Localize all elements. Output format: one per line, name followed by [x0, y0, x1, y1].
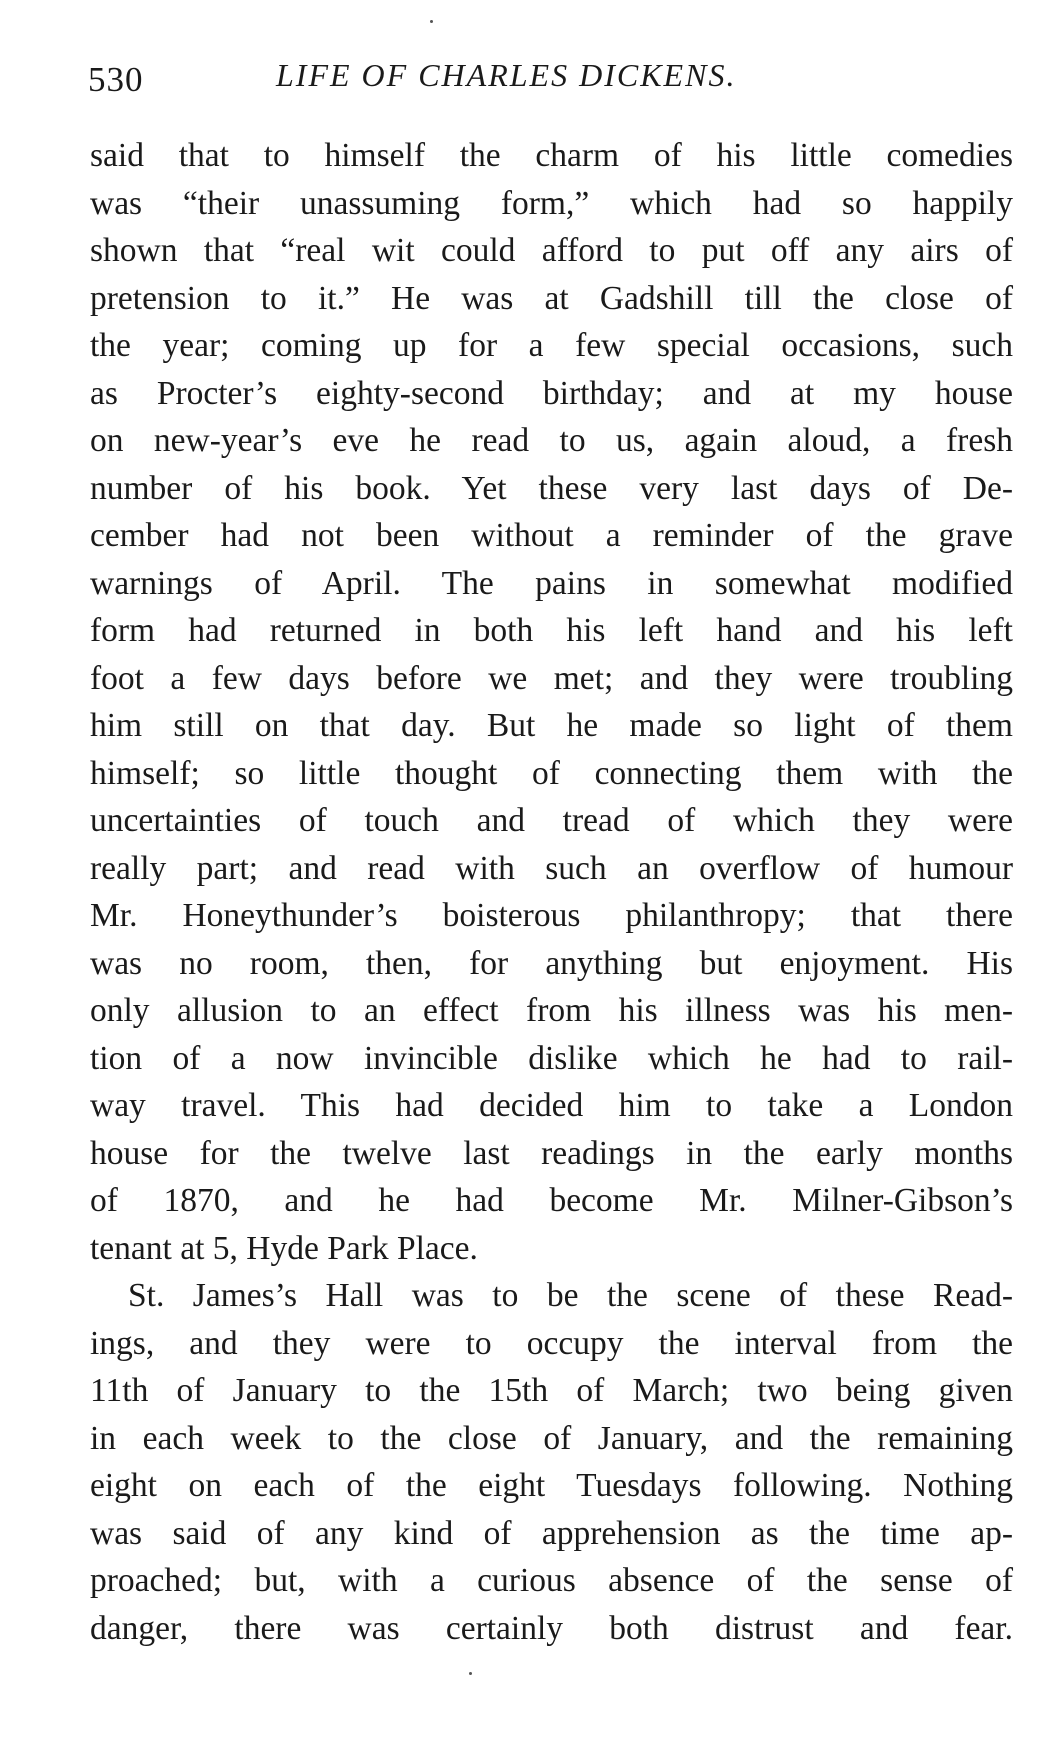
scan-speck: [469, 1672, 472, 1675]
text-line: St. James’s Hall was to be the scene of these Read-: [128, 1277, 1013, 1314]
text-line: only allusion to an effect from his illness was his men-: [90, 992, 1013, 1029]
text-line: tenant at 5, Hyde Park Place.: [90, 1229, 478, 1267]
text-line: was “their unassuming form,” which had so happily: [90, 184, 1013, 222]
text-line: him still on that day. But he made so light of them: [90, 707, 1013, 744]
text-line: pretension to it.” He was at Gadshill till the close of: [90, 279, 1013, 317]
text-line: 11th of January to the 15th of March; two being given: [90, 1372, 1013, 1409]
text-line: foot a few days before we met; and they were troubling: [90, 659, 1013, 697]
text-line: of 1870, and he had become Mr. Milner-Gibson’s: [90, 1182, 1013, 1219]
text-line: Mr. Honeythunder’s boisterous philanthropy; that there: [90, 897, 1013, 934]
text-line: in each week to the close of January, and the remaining: [90, 1419, 1013, 1457]
paragraph-1: [90, 132, 1013, 1272]
text-line: himself; so little thought of connecting them with the: [90, 754, 1013, 792]
text-line: form had returned in both his left hand and his left: [90, 612, 1013, 649]
text-line: house for the twelve last readings in the early months: [90, 1134, 1013, 1172]
text-line: number of his book. Yet these very last days of De-: [90, 469, 1013, 507]
text-line: said that to himself the charm of his little comedies: [90, 137, 1013, 174]
body-text: [90, 132, 1013, 1652]
text-line: cember had not been without a reminder of the grave: [90, 517, 1013, 554]
paragraph-2: [90, 1272, 1013, 1652]
text-line: as Procter’s eighty-second birthday; and at my house: [90, 374, 1013, 412]
text-line: shown that “real wit could afford to put off any airs of: [90, 232, 1013, 269]
running-head: [88, 52, 1013, 108]
text-line: on new-year’s eve he read to us, again aloud, a fresh: [90, 422, 1013, 459]
text-line: uncertainties of touch and tread of which they were: [90, 802, 1013, 839]
text-line: tion of a now invincible dislike which he had to rail-: [90, 1039, 1013, 1077]
text-line: really part; and read with such an overflow of humour: [90, 849, 1013, 887]
scan-speck: [430, 20, 433, 23]
text-line: was said of any kind of apprehension as the time ap-: [90, 1514, 1013, 1552]
text-line: ings, and they were to occupy the interval from the: [90, 1324, 1013, 1362]
text-line: danger, there was certainly both distrust and fear.: [90, 1609, 1013, 1647]
text-line: the year; coming up for a few special occasions, such: [90, 327, 1013, 364]
text-line: way travel. This had decided him to take a London: [90, 1087, 1013, 1124]
text-line: was no room, then, for anything but enjoyment. His: [90, 944, 1013, 982]
text-line: eight on each of the eight Tuesdays following. Nothing: [90, 1467, 1013, 1504]
text-line: proached; but, with a curious absence of the sense of: [90, 1562, 1013, 1599]
text-line: warnings of April. The pains in somewhat modified: [90, 564, 1013, 602]
page-number: 530: [88, 60, 144, 99]
running-title: LIFE OF CHARLES DICKENS.: [276, 57, 737, 93]
